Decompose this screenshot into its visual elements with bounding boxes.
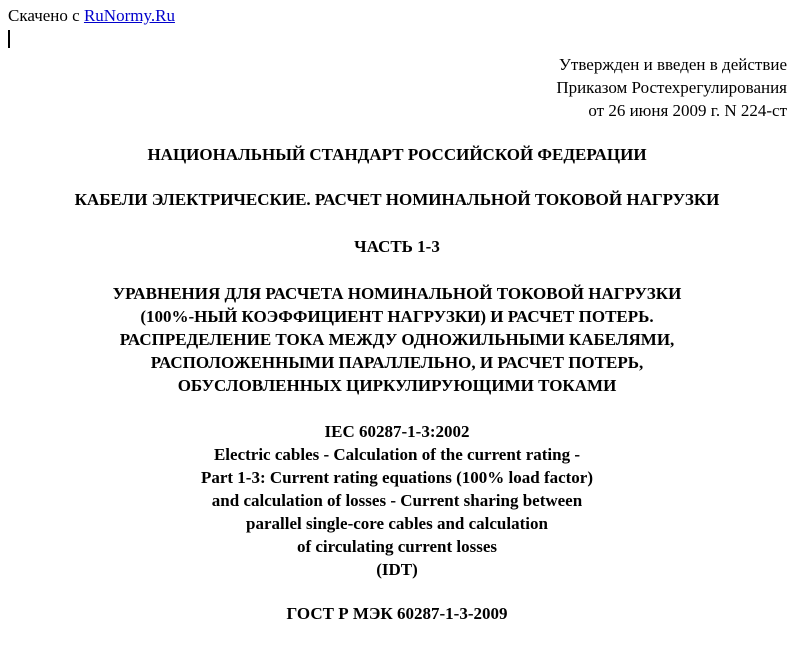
english-line: IEC 60287-1-3:2002 xyxy=(324,422,470,441)
part-text: ЧАСТЬ 1-3 xyxy=(354,237,440,256)
subtitle-block xyxy=(0,282,794,397)
english-line: and calculation of losses - Current sharing between xyxy=(211,491,583,510)
subtitle-line: РАСПРЕДЕЛЕНИЕ ТОКА МЕЖДУ ОДНОЖИЛЬНЫМИ КАБЕЛЯМИ, xyxy=(119,330,675,349)
approval-block xyxy=(556,53,787,122)
approval-line: Утвержден и введен в действие xyxy=(558,55,787,74)
download-source-prefix: Скачено с xyxy=(8,6,84,25)
national-standard-text: НАЦИОНАЛЬНЫЙ СТАНДАРТ РОССИЙСКОЙ ФЕДЕРАЦИИ xyxy=(147,145,647,164)
subtitle-line: (100%-НЫЙ КОЭФФИЦИЕНТ НАГРУЗКИ) И РАСЧЕТ ПОТЕРЬ. xyxy=(140,307,654,326)
national-standard-heading xyxy=(0,144,794,166)
english-line: (IDT) xyxy=(376,560,418,579)
runormy-link[interactable]: RuNormy.Ru xyxy=(83,6,175,25)
english-line: of circulating current losses xyxy=(296,537,498,556)
main-title-heading xyxy=(0,189,794,211)
main-title-text: КАБЕЛИ ЭЛЕКТРИЧЕСКИЕ. РАСЧЕТ НОМИНАЛЬНОЙ ТОКОВОЙ НАГРУЗКИ xyxy=(74,190,720,209)
download-source xyxy=(8,6,175,26)
english-line: Part 1-3: Current rating equations (100% load factor) xyxy=(200,468,594,487)
gost-number-text: ГОСТ Р МЭК 60287-1-3-2009 xyxy=(286,604,508,623)
subtitle-line: РАСПОЛОЖЕННЫМИ ПАРАЛЛЕЛЬНО, И РАСЧЕТ ПОТЕРЬ, xyxy=(150,353,644,372)
part-heading xyxy=(0,236,794,258)
english-line: parallel single-core cables and calculation xyxy=(246,514,548,533)
gost-number-heading xyxy=(0,603,794,625)
english-title-block xyxy=(0,420,794,581)
subtitle-line: УРАВНЕНИЯ ДЛЯ РАСЧЕТА НОМИНАЛЬНОЙ ТОКОВОЙ НАГРУЗКИ xyxy=(112,284,682,303)
text-cursor xyxy=(8,30,10,48)
english-line: Electric cables - Calculation of the current rating - xyxy=(213,445,581,464)
approval-line: от 26 июня 2009 г. N 224-ст xyxy=(588,101,787,120)
subtitle-line: ОБУСЛОВЛЕННЫХ ЦИРКУЛИРУЮЩИМИ ТОКАМИ xyxy=(177,376,617,395)
approval-line: Приказом Ростехрегулирования xyxy=(556,78,787,97)
